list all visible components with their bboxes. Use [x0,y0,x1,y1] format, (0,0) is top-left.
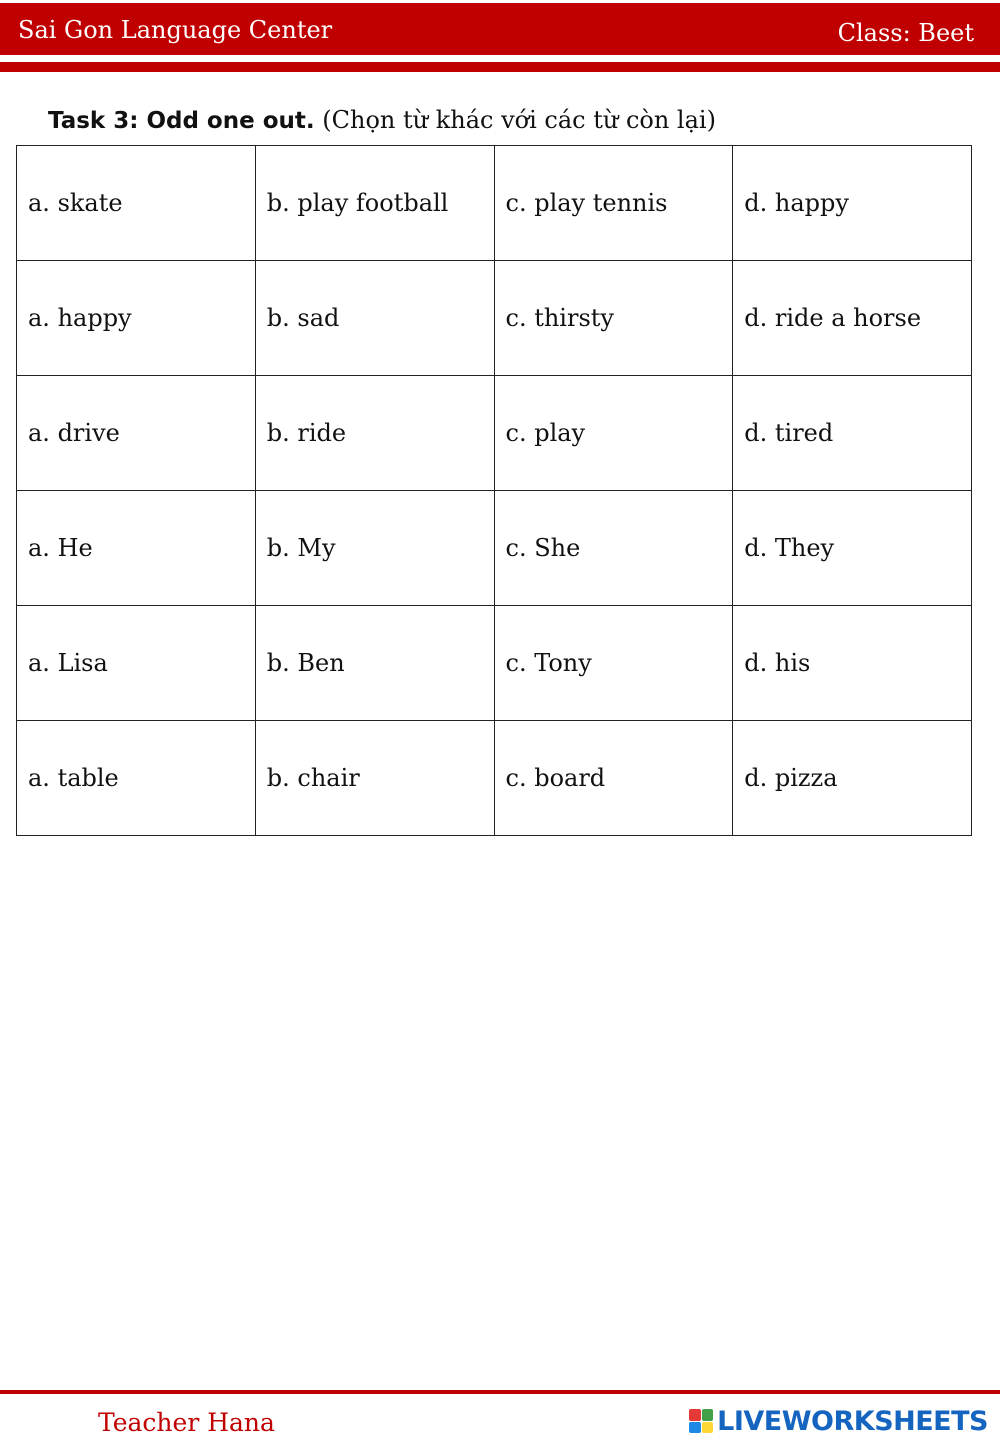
option-cell[interactable]: d. They [733,491,972,606]
table-row [17,491,972,606]
table-row [17,261,972,376]
option-cell[interactable]: b. Ben [255,606,494,721]
table-row [17,721,972,836]
option-cell[interactable]: b. ride [255,376,494,491]
class-label: Class: Beet [837,19,974,47]
option-cell[interactable]: c. thirsty [494,261,733,376]
table-row [17,146,972,261]
option-cell[interactable]: d. pizza [733,721,972,836]
odd-one-out-table [16,145,972,836]
option-cell[interactable]: c. She [494,491,733,606]
table-row [17,376,972,491]
option-cell[interactable]: d. happy [733,146,972,261]
option-cell[interactable]: b. play football [255,146,494,261]
brand-text: LIVEWORKSHEETS [717,1405,988,1437]
teacher-name: Teacher Hana [98,1408,275,1437]
center-name: Sai Gon Language Center [18,16,333,44]
option-cell[interactable]: b. sad [255,261,494,376]
option-cell[interactable]: a. Lisa [17,606,256,721]
header-divider [0,62,1000,72]
footer-divider [0,1390,1000,1394]
option-cell[interactable]: d. his [733,606,972,721]
task-heading: Task 3: Odd one out. [48,108,315,134]
option-cell[interactable]: b. chair [255,721,494,836]
liveworksheets-brand[interactable] [689,1404,988,1438]
task-title [48,104,716,137]
liveworksheets-logo-icon [689,1409,713,1433]
option-cell[interactable]: a. skate [17,146,256,261]
option-cell[interactable]: d. tired [733,376,972,491]
table-row [17,606,972,721]
option-cell[interactable]: a. happy [17,261,256,376]
option-cell[interactable]: c. board [494,721,733,836]
option-cell[interactable]: a. He [17,491,256,606]
option-cell[interactable]: c. play tennis [494,146,733,261]
option-cell[interactable]: c. play [494,376,733,491]
option-cell[interactable]: a. table [17,721,256,836]
option-cell[interactable]: a. drive [17,376,256,491]
option-cell[interactable]: b. My [255,491,494,606]
task-instruction: (Chọn từ khác với các từ còn lại) [322,106,716,134]
option-cell[interactable]: d. ride a horse [733,261,972,376]
option-cell[interactable]: c. Tony [494,606,733,721]
